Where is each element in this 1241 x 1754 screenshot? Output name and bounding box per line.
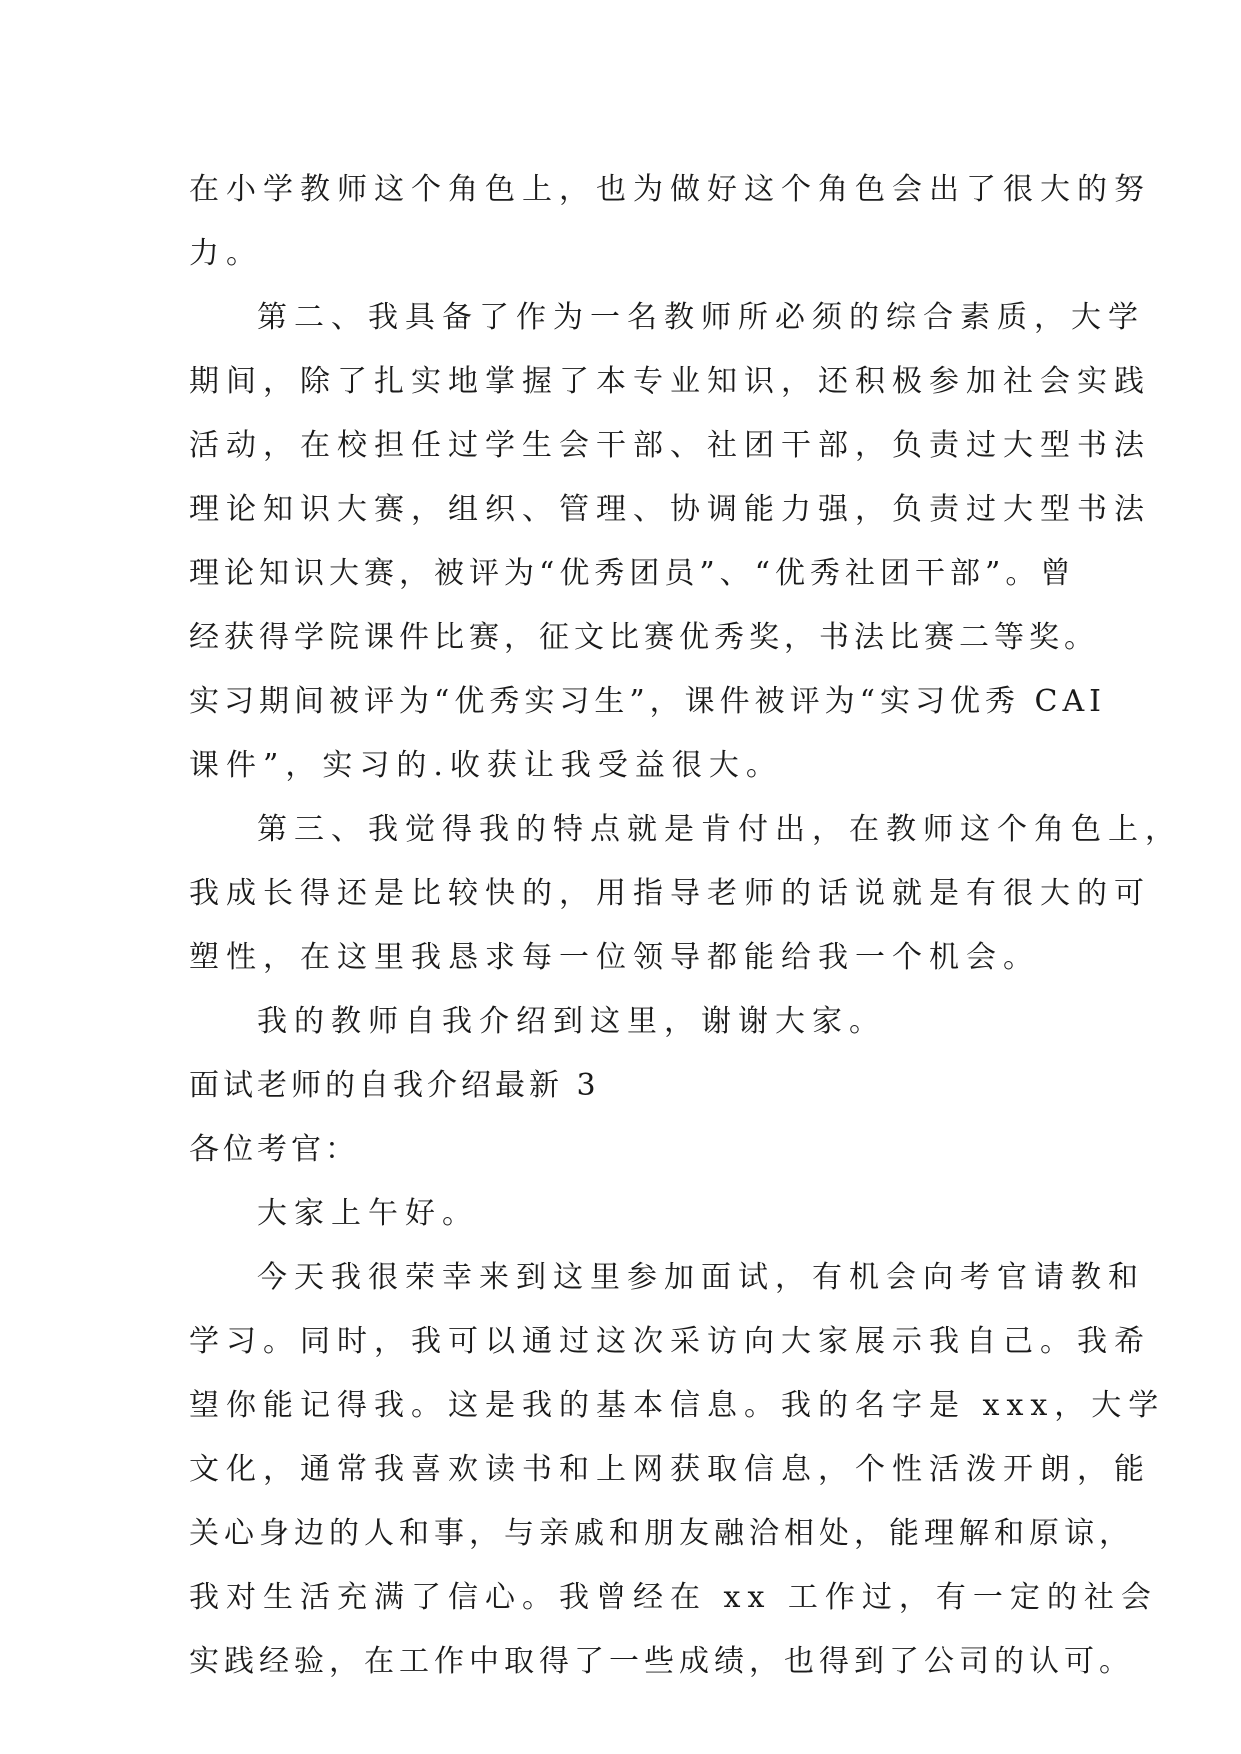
paragraph-line: 第二、我具备了作为一名教师所必须的综合素质，大学 <box>257 300 1145 335</box>
paragraph-line: 期间，除了扎实地掌握了本专业知识，还积极参加社会实践 <box>189 364 1151 399</box>
paragraph-line: 我对生活充满了信心。我曾经在 xx 工作过，有一定的社会 <box>189 1580 1158 1615</box>
paragraph-line: 活动，在校担任过学生会干部、社团干部，负责过大型书法 <box>189 428 1151 463</box>
paragraph-line: 今天我很荣幸来到这里参加面试，有机会向考官请教和 <box>257 1260 1145 1295</box>
closing-line: 我的教师自我介绍到这里，谢谢大家。 <box>257 1004 886 1039</box>
paragraph-line: 我成长得还是比较快的，用指导老师的话说就是有很大的可 <box>189 876 1151 911</box>
paragraph-line: 理论知识大赛，被评为“优秀团员”、“优秀社团干部”。曾 <box>189 556 1076 591</box>
paragraph-line: 力。 <box>189 236 263 271</box>
paragraph-line: 课件”，实习的.收获让我受益很大。 <box>189 748 783 783</box>
paragraph-line: 塑性，在这里我恳求每一位领导都能给我一个机会。 <box>189 940 1040 975</box>
salutation: 各位考官： <box>189 1132 359 1167</box>
paragraph-line: 关心身边的人和事，与亲戚和朋友融洽相处，能理解和原谅， <box>189 1516 1134 1551</box>
paragraph-line: 理论知识大赛，组织、管理、协调能力强，负责过大型书法 <box>189 492 1151 527</box>
document-body <box>189 158 1182 1694</box>
paragraph-line: 学习。同时，我可以通过这次采访向大家展示我自己。我希 <box>189 1324 1151 1359</box>
section-heading: 面试老师的自我介绍最新 3 <box>189 1068 600 1103</box>
paragraph-line: 第三、我觉得我的特点就是肯付出，在教师这个角色上， <box>257 812 1182 847</box>
paragraph-line: 望你能记得我。这是我的基本信息。我的名字是 xxx，大学 <box>189 1388 1166 1423</box>
paragraph-line: 实践经验，在工作中取得了一些成绩，也得到了公司的认可。 <box>189 1644 1134 1679</box>
greeting-line: 大家上午好。 <box>257 1196 479 1231</box>
paragraph-line: 在小学教师这个角色上，也为做好这个角色会出了很大的努 <box>189 172 1151 207</box>
paragraph-line: 经获得学院课件比赛，征文比赛优秀奖，书法比赛二等奖。 <box>189 620 1099 655</box>
paragraph-line: 文化，通常我喜欢读书和上网获取信息，个性活泼开朗，能 <box>189 1452 1151 1487</box>
paragraph-line: 实习期间被评为“优秀实习生”，课件被评为“实习优秀 CAI <box>189 684 1107 719</box>
